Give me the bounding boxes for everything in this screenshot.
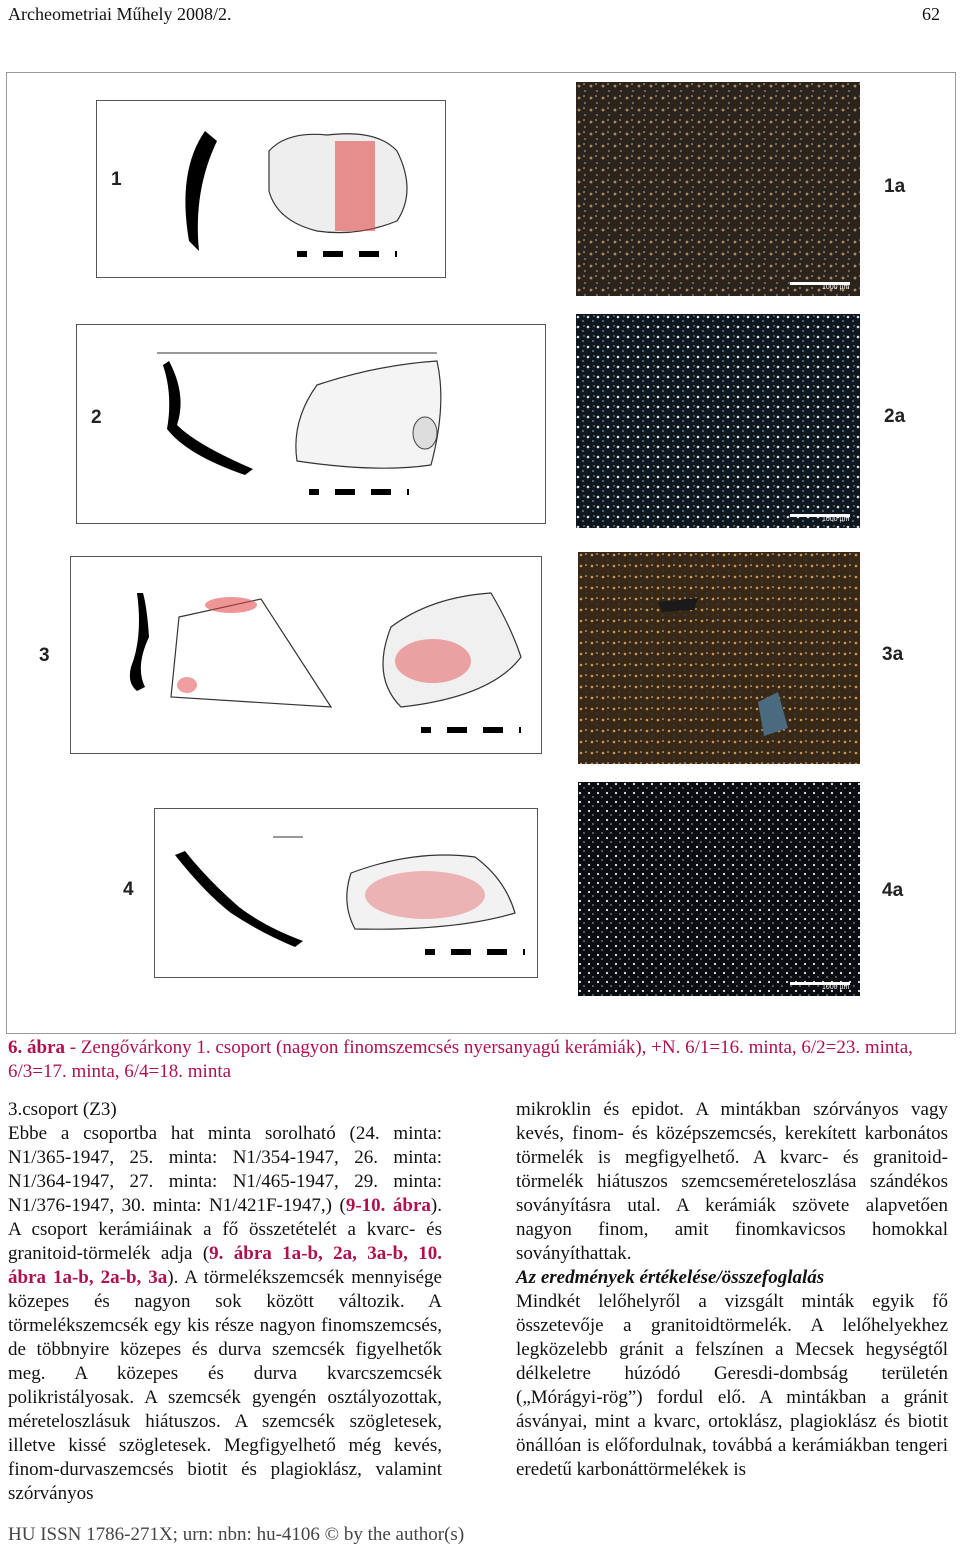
sherd-drawing-4	[155, 809, 537, 977]
results-subtitle: Az eredmények értékelése/összefoglalás	[516, 1267, 825, 1288]
sherd-drawing-3	[71, 557, 541, 753]
thin-label-1a: 1a	[884, 176, 906, 197]
caption-lead: 6. ábra	[8, 1037, 65, 1058]
footer-issn: HU ISSN 1786-271X; urn: nbn: hu-4106 © by the author(s)	[8, 1524, 465, 1545]
scale-text-1a: 1000 µm	[822, 284, 850, 291]
figure-ref-1[interactable]: 9-10. ábra	[345, 1195, 431, 1216]
left-text-b: ). A csoport kerámiáinak a fő összetételét a kvarc- és granitoid-törmelék adja (	[8, 1195, 442, 1264]
thin-section-1a	[576, 82, 860, 296]
panel-label-3: 3	[39, 645, 50, 666]
figure-caption	[8, 1036, 952, 1084]
journal-title: Archeometriai Műhely 2008/2.	[8, 4, 232, 24]
thin-label-4a: 4a	[882, 880, 904, 901]
panel-label-2: 2	[91, 407, 102, 428]
left-text-a: Ebbe a csoportba hat minta sorolható (24. minta: N1/365-1947, 25. minta: N1/354-1947, 26. minta: N1/364-1947, 27. minta: N1/465-1947, 29. minta: N1/376-1947, 30. minta: N1/421F-1947,) (	[8, 1123, 442, 1216]
thin-section-2a	[576, 314, 860, 528]
sherd-panel-2	[76, 324, 546, 524]
page-number: 62	[922, 4, 940, 24]
thin-section-3a	[578, 552, 860, 764]
thin-section-texture-4a	[578, 782, 860, 996]
scale-text-4a: 1000 µm	[822, 984, 850, 991]
left-paragraph	[8, 1122, 442, 1506]
left-column	[8, 1098, 442, 1506]
thin-section-texture-2a	[576, 314, 860, 528]
panel-label-4: 4	[123, 879, 134, 900]
caption-rest: - Zengővárkony 1. csoport (nagyon finomszemcsés nyersanyagú kerámiák), +N. 6/1=16. minta, 6/2=23. minta, 6/3=17. minta, 6/4=18. minta	[8, 1037, 913, 1082]
figure-ref-2[interactable]: 9. ábra 1a-b, 2a, 3a-b, 10. ábra 1a-b, 2a-b, 3a	[8, 1243, 442, 1288]
right-column	[516, 1098, 948, 1482]
panel-label-1: 1	[111, 169, 122, 190]
sherd-drawing-1	[97, 101, 445, 277]
sherd-panel-3	[39, 556, 542, 754]
sherd-drawing-2	[77, 325, 545, 523]
right-paragraph-2: Mindkét lelőhelyről a vizsgált minták egyik fő összetevője a granitoidtörmelék. A lelőhelyekhez legközelebb gránit a felszínen a Mecsek hegységtől délkeletre húzódó Geresdi-dombság területén („Mórágyi-rög”) fordul elő. A mintákban a gránit ásványai, mint a kvarc, ortoklász, plagioklász és biotit önállóan is előfordulnak, továbbá a kerámiákban tengeri eredetű karbonáttörmelékek is	[516, 1291, 948, 1480]
thin-section-4a	[578, 782, 860, 996]
thin-label-2a: 2a	[884, 406, 906, 427]
section-title: 3.csoport (Z3)	[8, 1099, 117, 1120]
scale-text-2a: 1000 µm	[822, 516, 850, 523]
thin-section-texture-1a	[576, 82, 860, 296]
right-paragraph-1: mikroklin és epidot. A mintákban szórványos vagy kevés, finom- és középszemcsés, kerekített karbonátos törmelék is megfigyelhető. A kvarc- és granitoid-törmelék hiátuszos szemcseméreteloszlása szándékos soványításra utal. A kerámiák szövete alapvetően nagyon finom, amit finomkavicsos homokkal soványíthattak.	[516, 1099, 948, 1264]
sherd-panel-4	[123, 808, 538, 978]
thin-section-texture-3a	[578, 552, 860, 764]
left-text-c: ). A törmelékszemcsék mennyisége közepes és nagyon sok között változik. A törmelékszemcsék egy kis része nagyon finomszemcsés, de többnyire közepes és durva szemcsék figyelhetők meg. A közepes és durva kvarcszemcsék polikristályosak. A szemcsék gyengén osztályozottak, méreteloszlásuk hiátuszos. A szemcsék szögletesek, illetve kissé szögletesek. Megfigyelhető még kevés, finom-durvaszemcsés biotit és plagioklász, valamint szórványos	[8, 1267, 442, 1504]
sherd-panel-1	[96, 100, 446, 278]
thin-label-3a: 3a	[882, 644, 904, 665]
